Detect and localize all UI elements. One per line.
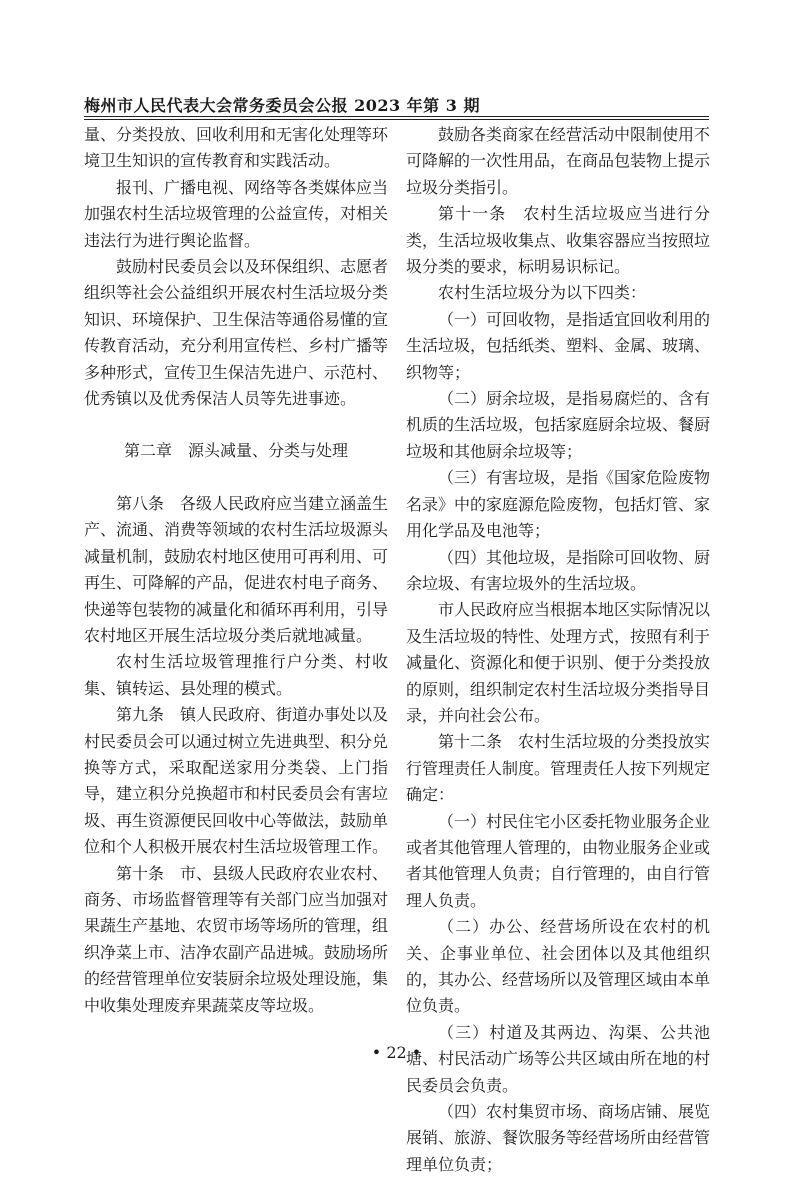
paragraph: 农村生活垃圾管理推行户分类、村收集、镇转运、县处理的模式。 — [84, 652, 388, 698]
article-9: 第九条 镇人民政府、街道办事处以及村民委员会可以通过树立先进典型、积分兑换等方式，采取配送家用分类袋、上门指导，建立积分兑换超市和村民委员会有害垃圾、再生资源便民回收中心等做法，鼓励单位和个人积极开展农村生活垃圾管理工作。 — [84, 705, 389, 857]
list-item: （四）农村集贸市场、商场店铺、展览展销、旅游、餐饮服务等经营场所由经营管理单位负责； — [406, 1102, 711, 1174]
article-8: 第八条 各级人民政府应当建立涵盖生产、流通、消费等领域的农村生活垃圾源头减量机制，鼓励农村地区使用可再利用、可再生、可降解的产品，促进农村电子商务、快递等包装物的减量化和循环再利用，引导农村地区开展生活垃圾分类后就地减量。 — [84, 493, 389, 645]
paragraph: 鼓励各类商家在经营活动中限制使用不可降解的一次性用品，在商品包装物上提示垃圾分类指引。 — [406, 125, 711, 197]
paragraph: 市人民政府应当根据本地区实际情况以及生活垃圾的特性、处理方式，按照有利于减量化、资源化和便于识别、便于分类投放的原则，组织制定农村生活垃圾分类指导目录，并向社会公布。 — [406, 600, 711, 725]
chapter-heading: 第二章 源头减量、分类与处理 — [123, 441, 348, 461]
left-column — [84, 122, 388, 1019]
paragraph: 报刊、广播电视、网络等各类媒体应当加强农村生活垃圾管理的公益宣传，对相关违法行为进行舆论监督。 — [84, 177, 389, 250]
paragraph: 农村生活垃圾分为以下四类： — [438, 283, 647, 303]
list-item: （三）有害垃圾，是指《国家危险废物名录》中的家庭源危险废物，包括灯管、家用化学品及电池等； — [406, 468, 711, 541]
article-11: 第十一条 农村生活垃圾应当进行分类，生活垃圾收集点、收集容器应当按照垃圾分类的要求，标明易识标记。 — [406, 204, 711, 277]
header-rule-top — [84, 116, 709, 117]
list-item: （二）厨余垃圾，是指易腐烂的、含有机质的生活垃圾，包括家庭厨余垃圾、餐厨垃圾和其他厨余垃圾等； — [406, 389, 711, 461]
page-number: • 22 • — [371, 1043, 422, 1062]
article-12: 第十二条 农村生活垃圾的分类投放实行管理责任人制度。管理责任人按下列规定确定： — [406, 732, 711, 805]
list-item: （三）村道及其两边、沟渠、公共池塘、村民活动广场等公共区域由所在地的村民委员会负责。 — [406, 1022, 711, 1095]
list-item: （一）可回收物，是指适宜回收利用的生活垃圾，包括纸类、塑料、金属、玻璃、织物等； — [406, 309, 711, 382]
right-column — [406, 122, 710, 1178]
article-10: 第十条 市、县级人民政府农业农村、商务、市场监督管理等有关部门应当加强对果蔬生产基地、农贸市场等场所的管理，组织净菜上市、洁净农副产品进城。鼓励场所的经营管理单位安装厨余垃圾处理设施，集中收集处理废弃果蔬菜皮等垃圾。 — [84, 863, 389, 1015]
paragraph: 量、分类投放、回收利用和无害化处理等环境卫生知识的宣传教育和实践活动。 — [84, 125, 389, 171]
list-item: （四）其他垃圾，是指除可回收物、厨余垃圾、有害垃圾外的生活垃圾。 — [406, 547, 711, 593]
list-item: （一）村民住宅小区委托物业服务企业或者其他管理人管理的，由物业服务企业或者其他管理人负责；自行管理的，由自行管理人负责。 — [406, 811, 711, 910]
paragraph: 鼓励村民委员会以及环保组织、志愿者组织等社会公益组织开展农村生活垃圾分类知识、环境保护、卫生保洁等通俗易懂的宣传教育活动，充分利用宣传栏、乡村广播等多种形式，宣传卫生保洁先进户、示范村、优秀镇以及优秀保洁人员等先进事迹。 — [84, 257, 389, 409]
header-rule-bottom — [84, 119, 709, 120]
publication-header: 梅州市人民代表大会常务委员会公报 2023 年第 3 期 — [84, 96, 480, 115]
list-item: （二）办公、经营场所设在农村的机关、企事业单位、社会团体以及其他组织的，其办公、经营场所以及管理区域由本单位负责。 — [406, 917, 711, 1016]
